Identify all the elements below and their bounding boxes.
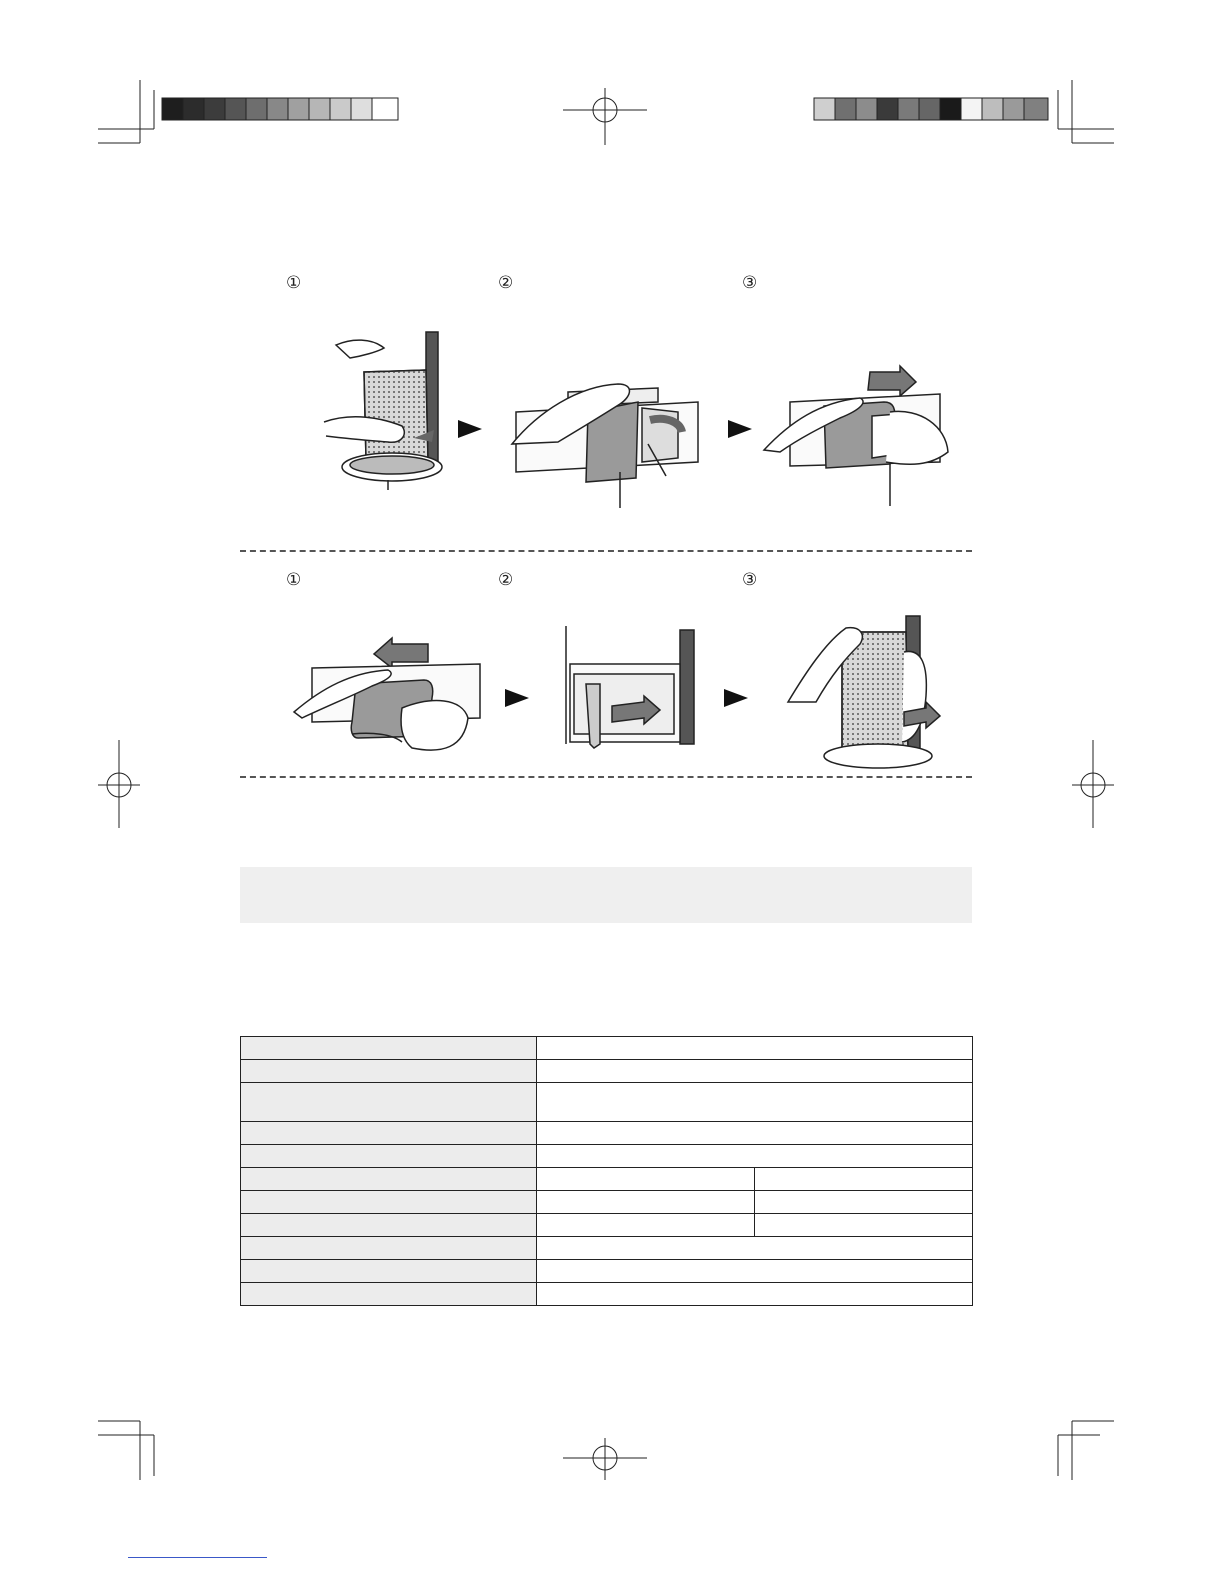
spec-value-cell [537,1083,973,1122]
spec-label-cell [241,1037,537,1060]
step-arrow-4 [724,689,748,707]
hands-removing-filter-illustration [760,362,950,512]
spec-label-cell [241,1191,537,1214]
spec-value-cell [537,1168,755,1191]
spec-value-cell [537,1060,973,1083]
color-calibration-bar-right [814,98,1054,122]
step-arrow-3 [505,689,529,707]
filter-pushed-into-slot-illustration [564,624,704,754]
install-step-1-number: ① [286,570,302,590]
color-calibration-bar-left [162,98,402,122]
spec-label-cell [241,1214,537,1237]
table-row [241,1145,973,1168]
spec-value-cell [537,1260,973,1283]
hand-tilting-filter-illustration [508,372,708,512]
table-row [241,1237,973,1260]
footer-link-underline [128,1557,267,1558]
spec-label-cell [241,1145,537,1168]
spec-label-cell [241,1083,537,1122]
table-row [241,1083,973,1122]
specifications-table [240,1036,973,1306]
step-arrow-2 [728,420,752,438]
spec-value-cell [755,1191,973,1214]
hands-attaching-front-cover-illustration [786,612,946,772]
spec-label-cell [241,1283,537,1306]
removal-step-3-number: ③ [742,273,758,293]
section-divider-top [240,550,972,552]
table-row [241,1122,973,1145]
section-divider-bottom [240,776,972,778]
note-box [240,867,972,923]
table-row [241,1168,973,1191]
removal-step-1-number: ① [286,273,302,293]
table-row [241,1283,973,1306]
table-row [241,1037,973,1060]
spec-value-cell [537,1037,973,1060]
spec-value-cell [537,1122,973,1145]
spec-value-cell [755,1168,973,1191]
step-arrow-1 [458,420,482,438]
hands-inserting-filter-illustration [292,638,482,758]
spec-value-cell [537,1283,973,1306]
spec-value-cell [537,1145,973,1168]
spec-label-cell [241,1237,537,1260]
install-step-2-number: ② [498,570,514,590]
spec-value-cell [537,1191,755,1214]
removal-step-2-number: ② [498,273,514,293]
table-row [241,1214,973,1237]
hand-pulling-front-cover-illustration [322,330,462,510]
table-row [241,1060,973,1083]
install-step-3-number: ③ [742,570,758,590]
table-row [241,1260,973,1283]
spec-value-cell [537,1237,973,1260]
spec-value-cell [755,1214,973,1237]
table-row [241,1191,973,1214]
spec-label-cell [241,1122,537,1145]
spec-value-cell [537,1214,755,1237]
spec-label-cell [241,1168,537,1191]
spec-label-cell [241,1260,537,1283]
spec-label-cell [241,1060,537,1083]
